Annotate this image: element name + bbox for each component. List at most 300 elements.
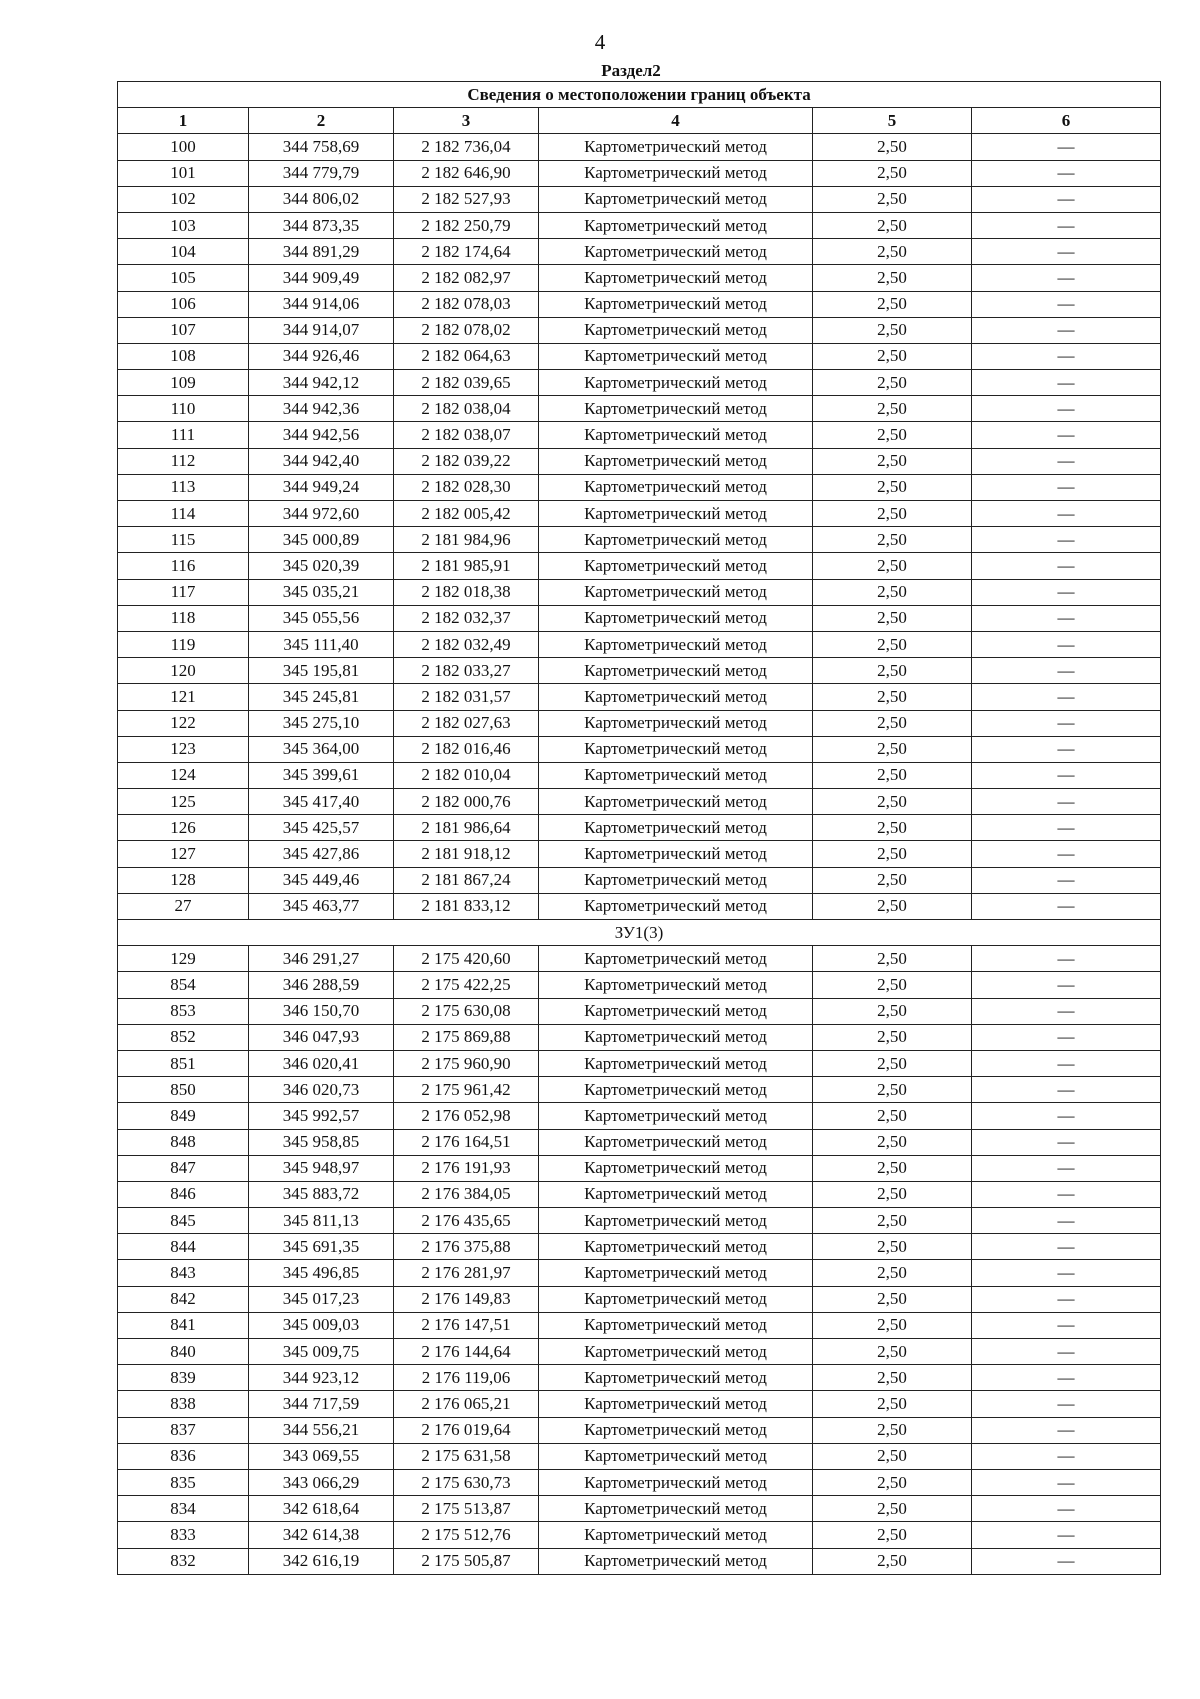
point-number-cell: 842: [118, 1286, 249, 1312]
y-coordinate-cell: 2 182 250,79: [394, 212, 539, 238]
description-cell: —: [972, 527, 1161, 553]
y-coordinate-cell: 2 175 961,42: [394, 1077, 539, 1103]
point-number-cell: 107: [118, 317, 249, 343]
x-coordinate-cell: 345 958,85: [249, 1129, 394, 1155]
point-number-cell: 104: [118, 239, 249, 265]
method-cell: Картометрический метод: [539, 579, 813, 605]
y-coordinate-cell: 2 182 039,65: [394, 370, 539, 396]
table-row: [118, 1103, 1161, 1129]
y-coordinate-cell: 2 182 527,93: [394, 186, 539, 212]
description-cell: —: [972, 134, 1161, 160]
description-cell: —: [972, 1077, 1161, 1103]
point-number-cell: 851: [118, 1050, 249, 1076]
x-coordinate-cell: 345 399,61: [249, 762, 394, 788]
x-coordinate-cell: 344 909,49: [249, 265, 394, 291]
x-coordinate-cell: 344 942,40: [249, 448, 394, 474]
point-number-cell: 105: [118, 265, 249, 291]
method-cell: Картометрический метод: [539, 527, 813, 553]
method-cell: Картометрический метод: [539, 1417, 813, 1443]
y-coordinate-cell: 2 182 078,03: [394, 291, 539, 317]
point-number-cell: 846: [118, 1181, 249, 1207]
x-coordinate-cell: 345 055,56: [249, 605, 394, 631]
accuracy-cell: 2,50: [813, 867, 972, 893]
x-coordinate-cell: 345 111,40: [249, 631, 394, 657]
table-row: [118, 474, 1161, 500]
table-row: [118, 605, 1161, 631]
y-coordinate-cell: 2 176 191,93: [394, 1155, 539, 1181]
point-number-cell: 103: [118, 212, 249, 238]
table-row: [118, 1208, 1161, 1234]
accuracy-cell: 2,50: [813, 291, 972, 317]
accuracy-cell: 2,50: [813, 1103, 972, 1129]
point-number-cell: 834: [118, 1496, 249, 1522]
point-number-cell: 844: [118, 1234, 249, 1260]
point-number-cell: 129: [118, 946, 249, 972]
point-number-cell: 124: [118, 762, 249, 788]
description-cell: —: [972, 1443, 1161, 1469]
x-coordinate-cell: 344 942,12: [249, 370, 394, 396]
method-cell: Картометрический метод: [539, 1234, 813, 1260]
x-coordinate-cell: 344 556,21: [249, 1417, 394, 1443]
y-coordinate-cell: 2 176 147,51: [394, 1312, 539, 1338]
table-row: [118, 317, 1161, 343]
accuracy-cell: 2,50: [813, 1548, 972, 1574]
accuracy-cell: 2,50: [813, 186, 972, 212]
point-number-cell: 109: [118, 370, 249, 396]
group-row: [118, 920, 1161, 946]
table-row: [118, 1548, 1161, 1574]
method-cell: Картометрический метод: [539, 631, 813, 657]
point-number-cell: 123: [118, 736, 249, 762]
method-cell: Картометрический метод: [539, 448, 813, 474]
accuracy-cell: 2,50: [813, 1443, 972, 1469]
method-cell: Картометрический метод: [539, 474, 813, 500]
method-cell: Картометрический метод: [539, 684, 813, 710]
column-header: 6: [972, 108, 1161, 134]
method-cell: Картометрический метод: [539, 422, 813, 448]
x-coordinate-cell: 345 425,57: [249, 815, 394, 841]
table-caption: Сведения о местоположении границ объекта: [118, 82, 1161, 108]
accuracy-cell: 2,50: [813, 1522, 972, 1548]
x-coordinate-cell: 345 245,81: [249, 684, 394, 710]
x-coordinate-cell: 342 616,19: [249, 1548, 394, 1574]
accuracy-cell: 2,50: [813, 1469, 972, 1495]
x-coordinate-cell: 344 717,59: [249, 1391, 394, 1417]
point-number-cell: 110: [118, 396, 249, 422]
x-coordinate-cell: 344 926,46: [249, 343, 394, 369]
y-coordinate-cell: 2 175 420,60: [394, 946, 539, 972]
y-coordinate-cell: 2 176 281,97: [394, 1260, 539, 1286]
y-coordinate-cell: 2 182 031,57: [394, 684, 539, 710]
y-coordinate-cell: 2 176 019,64: [394, 1417, 539, 1443]
method-cell: Картометрический метод: [539, 1286, 813, 1312]
accuracy-cell: 2,50: [813, 658, 972, 684]
y-coordinate-cell: 2 176 384,05: [394, 1181, 539, 1207]
point-number-cell: 122: [118, 710, 249, 736]
x-coordinate-cell: 345 020,39: [249, 553, 394, 579]
description-cell: —: [972, 972, 1161, 998]
description-cell: —: [972, 422, 1161, 448]
x-coordinate-cell: 345 449,46: [249, 867, 394, 893]
accuracy-cell: 2,50: [813, 160, 972, 186]
point-number-cell: 853: [118, 998, 249, 1024]
table-row: [118, 1050, 1161, 1076]
method-cell: Картометрический метод: [539, 998, 813, 1024]
description-cell: —: [972, 1469, 1161, 1495]
table-row: [118, 422, 1161, 448]
y-coordinate-cell: 2 182 174,64: [394, 239, 539, 265]
y-coordinate-cell: 2 175 505,87: [394, 1548, 539, 1574]
table-row: [118, 841, 1161, 867]
accuracy-cell: 2,50: [813, 317, 972, 343]
table-row: [118, 186, 1161, 212]
y-coordinate-cell: 2 182 038,07: [394, 422, 539, 448]
boundary-coordinates-table: [117, 81, 1161, 1575]
method-cell: Картометрический метод: [539, 553, 813, 579]
method-cell: Картометрический метод: [539, 762, 813, 788]
point-number-cell: 101: [118, 160, 249, 186]
table-row: [118, 239, 1161, 265]
point-number-cell: 840: [118, 1339, 249, 1365]
accuracy-cell: 2,50: [813, 474, 972, 500]
point-number-cell: 847: [118, 1155, 249, 1181]
table-row: [118, 1129, 1161, 1155]
accuracy-cell: 2,50: [813, 212, 972, 238]
table-row: [118, 1443, 1161, 1469]
method-cell: Картометрический метод: [539, 972, 813, 998]
x-coordinate-cell: 345 811,13: [249, 1208, 394, 1234]
description-cell: —: [972, 1234, 1161, 1260]
description-cell: —: [972, 186, 1161, 212]
description-cell: —: [972, 474, 1161, 500]
x-coordinate-cell: 345 496,85: [249, 1260, 394, 1286]
description-cell: —: [972, 501, 1161, 527]
accuracy-cell: 2,50: [813, 343, 972, 369]
y-coordinate-cell: 2 176 149,83: [394, 1286, 539, 1312]
description-cell: —: [972, 1417, 1161, 1443]
table-row: [118, 1417, 1161, 1443]
x-coordinate-cell: 344 942,56: [249, 422, 394, 448]
y-coordinate-cell: 2 182 032,37: [394, 605, 539, 631]
description-cell: —: [972, 291, 1161, 317]
table-row: [118, 762, 1161, 788]
x-coordinate-cell: 345 009,75: [249, 1339, 394, 1365]
x-coordinate-cell: 343 069,55: [249, 1443, 394, 1469]
accuracy-cell: 2,50: [813, 239, 972, 265]
accuracy-cell: 2,50: [813, 998, 972, 1024]
method-cell: Картометрический метод: [539, 946, 813, 972]
method-cell: Картометрический метод: [539, 841, 813, 867]
y-coordinate-cell: 2 181 867,24: [394, 867, 539, 893]
method-cell: Картометрический метод: [539, 1181, 813, 1207]
method-cell: Картометрический метод: [539, 1077, 813, 1103]
point-number-cell: 835: [118, 1469, 249, 1495]
x-coordinate-cell: 344 923,12: [249, 1365, 394, 1391]
point-number-cell: 27: [118, 893, 249, 919]
x-coordinate-cell: 345 009,03: [249, 1312, 394, 1338]
y-coordinate-cell: 2 182 736,04: [394, 134, 539, 160]
method-cell: Картометрический метод: [539, 1522, 813, 1548]
description-cell: —: [972, 265, 1161, 291]
table-row: [118, 265, 1161, 291]
method-cell: Картометрический метод: [539, 186, 813, 212]
method-cell: Картометрический метод: [539, 789, 813, 815]
table-row: [118, 789, 1161, 815]
x-coordinate-cell: 346 047,93: [249, 1024, 394, 1050]
accuracy-cell: 2,50: [813, 789, 972, 815]
method-cell: Картометрический метод: [539, 1103, 813, 1129]
method-cell: Картометрический метод: [539, 212, 813, 238]
group-label: ЗУ1(3): [118, 920, 1161, 946]
table-row: [118, 1469, 1161, 1495]
description-cell: —: [972, 553, 1161, 579]
accuracy-cell: 2,50: [813, 448, 972, 474]
y-coordinate-cell: 2 175 869,88: [394, 1024, 539, 1050]
y-coordinate-cell: 2 182 032,49: [394, 631, 539, 657]
table-row: [118, 972, 1161, 998]
point-number-cell: 839: [118, 1365, 249, 1391]
point-number-cell: 108: [118, 343, 249, 369]
y-coordinate-cell: 2 181 985,91: [394, 553, 539, 579]
point-number-cell: 845: [118, 1208, 249, 1234]
point-number-cell: 836: [118, 1443, 249, 1469]
description-cell: —: [972, 160, 1161, 186]
accuracy-cell: 2,50: [813, 710, 972, 736]
x-coordinate-cell: 345 883,72: [249, 1181, 394, 1207]
table-row: [118, 134, 1161, 160]
table-row: [118, 448, 1161, 474]
y-coordinate-cell: 2 182 010,04: [394, 762, 539, 788]
y-coordinate-cell: 2 176 164,51: [394, 1129, 539, 1155]
accuracy-cell: 2,50: [813, 134, 972, 160]
x-coordinate-cell: 345 992,57: [249, 1103, 394, 1129]
table-row: [118, 1024, 1161, 1050]
point-number-cell: 114: [118, 501, 249, 527]
point-number-cell: 125: [118, 789, 249, 815]
accuracy-cell: 2,50: [813, 1181, 972, 1207]
point-number-cell: 832: [118, 1548, 249, 1574]
y-coordinate-cell: 2 182 082,97: [394, 265, 539, 291]
point-number-cell: 115: [118, 527, 249, 553]
method-cell: Картометрический метод: [539, 343, 813, 369]
description-cell: —: [972, 1260, 1161, 1286]
table-row: [118, 160, 1161, 186]
description-cell: —: [972, 605, 1161, 631]
x-coordinate-cell: 345 364,00: [249, 736, 394, 762]
method-cell: Картометрический метод: [539, 1208, 813, 1234]
point-number-cell: 833: [118, 1522, 249, 1548]
x-coordinate-cell: 344 949,24: [249, 474, 394, 500]
point-number-cell: 852: [118, 1024, 249, 1050]
y-coordinate-cell: 2 182 016,46: [394, 736, 539, 762]
description-cell: —: [972, 762, 1161, 788]
point-number-cell: 116: [118, 553, 249, 579]
x-coordinate-cell: 346 020,41: [249, 1050, 394, 1076]
method-cell: Картометрический метод: [539, 501, 813, 527]
point-number-cell: 128: [118, 867, 249, 893]
accuracy-cell: 2,50: [813, 1312, 972, 1338]
accuracy-cell: 2,50: [813, 422, 972, 448]
method-cell: Картометрический метод: [539, 710, 813, 736]
method-cell: Картометрический метод: [539, 605, 813, 631]
description-cell: —: [972, 1548, 1161, 1574]
x-coordinate-cell: 342 614,38: [249, 1522, 394, 1548]
method-cell: Картометрический метод: [539, 1443, 813, 1469]
method-cell: Картометрический метод: [539, 1155, 813, 1181]
description-cell: —: [972, 1208, 1161, 1234]
accuracy-cell: 2,50: [813, 893, 972, 919]
accuracy-cell: 2,50: [813, 1208, 972, 1234]
accuracy-cell: 2,50: [813, 1260, 972, 1286]
method-cell: Картометрический метод: [539, 396, 813, 422]
method-cell: Картометрический метод: [539, 1365, 813, 1391]
description-cell: —: [972, 1312, 1161, 1338]
table-row: [118, 1234, 1161, 1260]
description-cell: —: [972, 343, 1161, 369]
table-row: [118, 501, 1161, 527]
accuracy-cell: 2,50: [813, 265, 972, 291]
table-row: [118, 1077, 1161, 1103]
point-number-cell: 838: [118, 1391, 249, 1417]
x-coordinate-cell: 345 948,97: [249, 1155, 394, 1181]
x-coordinate-cell: 345 017,23: [249, 1286, 394, 1312]
y-coordinate-cell: 2 176 144,64: [394, 1339, 539, 1365]
table-row: [118, 553, 1161, 579]
description-cell: —: [972, 1155, 1161, 1181]
section-title: Раздел2: [601, 61, 661, 80]
accuracy-cell: 2,50: [813, 1050, 972, 1076]
table-row: [118, 1260, 1161, 1286]
column-header-row: [118, 108, 1161, 134]
description-cell: —: [972, 789, 1161, 815]
y-coordinate-cell: 2 175 422,25: [394, 972, 539, 998]
point-number-cell: 841: [118, 1312, 249, 1338]
table-row: [118, 1155, 1161, 1181]
accuracy-cell: 2,50: [813, 1077, 972, 1103]
table-row: [118, 396, 1161, 422]
table-row: [118, 1365, 1161, 1391]
x-coordinate-cell: 344 806,02: [249, 186, 394, 212]
x-coordinate-cell: 344 758,69: [249, 134, 394, 160]
point-number-cell: 837: [118, 1417, 249, 1443]
accuracy-cell: 2,50: [813, 605, 972, 631]
table-row: [118, 1312, 1161, 1338]
accuracy-cell: 2,50: [813, 1417, 972, 1443]
point-number-cell: 843: [118, 1260, 249, 1286]
x-coordinate-cell: 346 288,59: [249, 972, 394, 998]
table-row: [118, 212, 1161, 238]
y-coordinate-cell: 2 182 018,38: [394, 579, 539, 605]
point-number-cell: 119: [118, 631, 249, 657]
description-cell: —: [972, 815, 1161, 841]
accuracy-cell: 2,50: [813, 736, 972, 762]
description-cell: —: [972, 684, 1161, 710]
method-cell: Картометрический метод: [539, 239, 813, 265]
point-number-cell: 120: [118, 658, 249, 684]
y-coordinate-cell: 2 182 028,30: [394, 474, 539, 500]
x-coordinate-cell: 346 020,73: [249, 1077, 394, 1103]
description-cell: —: [972, 893, 1161, 919]
description-cell: —: [972, 1496, 1161, 1522]
description-cell: —: [972, 317, 1161, 343]
method-cell: Картометрический метод: [539, 160, 813, 186]
accuracy-cell: 2,50: [813, 631, 972, 657]
accuracy-cell: 2,50: [813, 1234, 972, 1260]
accuracy-cell: 2,50: [813, 1024, 972, 1050]
description-cell: —: [972, 396, 1161, 422]
y-coordinate-cell: 2 181 986,64: [394, 815, 539, 841]
y-coordinate-cell: 2 181 918,12: [394, 841, 539, 867]
accuracy-cell: 2,50: [813, 684, 972, 710]
description-cell: —: [972, 1522, 1161, 1548]
point-number-cell: 848: [118, 1129, 249, 1155]
table-caption-row: [118, 82, 1161, 108]
method-cell: Картометрический метод: [539, 1260, 813, 1286]
point-number-cell: 126: [118, 815, 249, 841]
method-cell: Картометрический метод: [539, 1339, 813, 1365]
accuracy-cell: 2,50: [813, 815, 972, 841]
point-number-cell: 121: [118, 684, 249, 710]
description-cell: —: [972, 448, 1161, 474]
description-cell: —: [972, 1339, 1161, 1365]
table-row: [118, 710, 1161, 736]
x-coordinate-cell: 345 463,77: [249, 893, 394, 919]
description-cell: —: [972, 212, 1161, 238]
y-coordinate-cell: 2 182 000,76: [394, 789, 539, 815]
description-cell: —: [972, 946, 1161, 972]
table-row: [118, 631, 1161, 657]
table-row: [118, 684, 1161, 710]
accuracy-cell: 2,50: [813, 501, 972, 527]
accuracy-cell: 2,50: [813, 527, 972, 553]
accuracy-cell: 2,50: [813, 762, 972, 788]
table-row: [118, 1286, 1161, 1312]
method-cell: Картометрический метод: [539, 658, 813, 684]
y-coordinate-cell: 2 175 512,76: [394, 1522, 539, 1548]
table-row: [118, 1181, 1161, 1207]
y-coordinate-cell: 2 176 065,21: [394, 1391, 539, 1417]
column-header: 4: [539, 108, 813, 134]
method-cell: Картометрический метод: [539, 1548, 813, 1574]
point-number-cell: 118: [118, 605, 249, 631]
description-cell: —: [972, 1024, 1161, 1050]
point-number-cell: 113: [118, 474, 249, 500]
point-number-cell: 102: [118, 186, 249, 212]
x-coordinate-cell: 346 291,27: [249, 946, 394, 972]
method-cell: Картометрический метод: [539, 1496, 813, 1522]
point-number-cell: 127: [118, 841, 249, 867]
y-coordinate-cell: 2 182 033,27: [394, 658, 539, 684]
description-cell: —: [972, 631, 1161, 657]
column-header: 5: [813, 108, 972, 134]
table-row: [118, 893, 1161, 919]
accuracy-cell: 2,50: [813, 1155, 972, 1181]
description-cell: —: [972, 841, 1161, 867]
method-cell: Картометрический метод: [539, 1024, 813, 1050]
y-coordinate-cell: 2 182 078,02: [394, 317, 539, 343]
table-row: [118, 343, 1161, 369]
accuracy-cell: 2,50: [813, 946, 972, 972]
description-cell: —: [972, 736, 1161, 762]
y-coordinate-cell: 2 182 039,22: [394, 448, 539, 474]
point-number-cell: 117: [118, 579, 249, 605]
method-cell: Картометрический метод: [539, 1391, 813, 1417]
y-coordinate-cell: 2 182 027,63: [394, 710, 539, 736]
x-coordinate-cell: 344 779,79: [249, 160, 394, 186]
table-row: [118, 1339, 1161, 1365]
y-coordinate-cell: 2 176 119,06: [394, 1365, 539, 1391]
y-coordinate-cell: 2 176 052,98: [394, 1103, 539, 1129]
